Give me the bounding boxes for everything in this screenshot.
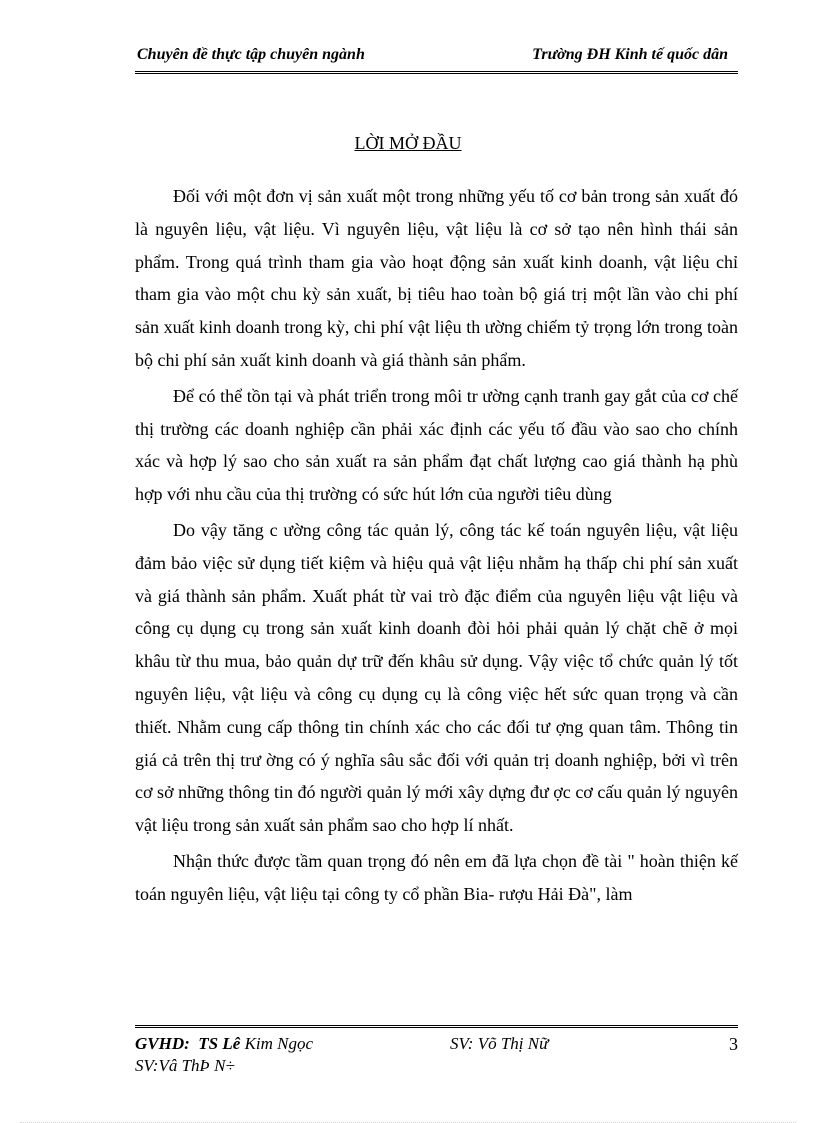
page-number: 3 [729,1034,738,1054]
footer-advisor-title: TS Lê [198,1034,241,1053]
header-rule [135,71,738,74]
paragraph-2: Để có thể tồn tại và phát triển trong môi tr ường cạnh tranh gay gắt của cơ chế thị trường các doanh nghiệp cần phải xác định các yếu tố đầu vào sao cho chính xác và hợp lý sao cho sản xuất ra sản phẩm đạt chất lượng cao giá thành hạ phù hợp với nhu cầu của thị trường có sức hút lớn của người tiêu dùng [135,385,738,505]
footer-advisor [135,1034,313,1054]
footer-advisor-label: GVHD: [135,1034,190,1053]
footer-rule [135,1025,738,1028]
page-title: LỜI MỞ ĐẦU [354,133,462,153]
document-body [135,180,738,914]
paragraph-1: Đối với một đơn vị sản xuất một trong những yếu tố cơ bản trong sản xuất đó là nguyên liệu, vật liệu. Vì nguyên liệu, vật liệu là cơ sở tạo nên hình thái sản phẩm. Trong quá trình tham gia vào hoạt động sản xuất kinh doanh, vật liệu chỉ tham gia vào một chu kỳ sản xuất, bị tiêu hao toàn bộ giá trị một lần vào chi phí sản xuất kinh doanh trong kỳ, chi phí vật liệu th ường chiếm tỷ trọng lớn trong toàn bộ chi phí sản xuất kinh doanh và giá thành sản phẩm. [135,186,738,370]
paragraph-3: Do vậy tăng c ường công tác quản lý, công tác kế toán nguyên liệu, vật liệu đảm bảo việc sử dụng tiết kiệm và hiệu quả vật liệu nhằm hạ thấp chi phí sản xuất và giá thành sản phẩm. Xuất phát từ vai trò đặc điểm của nguyên liệu vật liệu và công cụ dụng cụ trong sản xuất kinh doanh đòi hỏi phải quản lý chặt chẽ ở mọi khâu từ thu mua, bảo quản dự trữ đến khâu sử dụng. Vậy việc tổ chức quản lý tốt nguyên liệu, vật liệu và công cụ dụng cụ là công việc hết sức quan trọng và cần thiết. Nhằm cung cấp thông tin chính xác cho các đối tư ợng quan tâm. Thông tin giá cả trên thị trư ờng có ý nghĩa sâu sắc đối với quản trị doanh nghiệp, bởi vì trên cơ sở những thông tin đó người quản lý mới xây dựng đư ợc cơ cấu quản lý nguyên vật liệu trong sản xuất sản phẩm sao cho hợp lí nhất. [135,519,738,836]
header-right-text: Trường ĐH Kinh tế quốc dân [532,46,728,63]
page-header [135,46,740,64]
header-left-text: Chuyên đề thực tập chuyên ngành [137,46,365,63]
paragraph-4: Nhận thức được tầm quan trọng đó nên em đã lựa chọn đề tài " hoàn thiện kế toán nguyên liệu, vật liệu tại công ty cổ phần Bia- rượu Hải Đà", làm [135,850,738,904]
footer-student: SV: Võ Thị Nữ [450,1034,549,1053]
footer-advisor-name: Kim Ngọc [244,1034,314,1053]
footer-student-garbled: SV:Vâ ThÞ N÷ [135,1056,235,1075]
